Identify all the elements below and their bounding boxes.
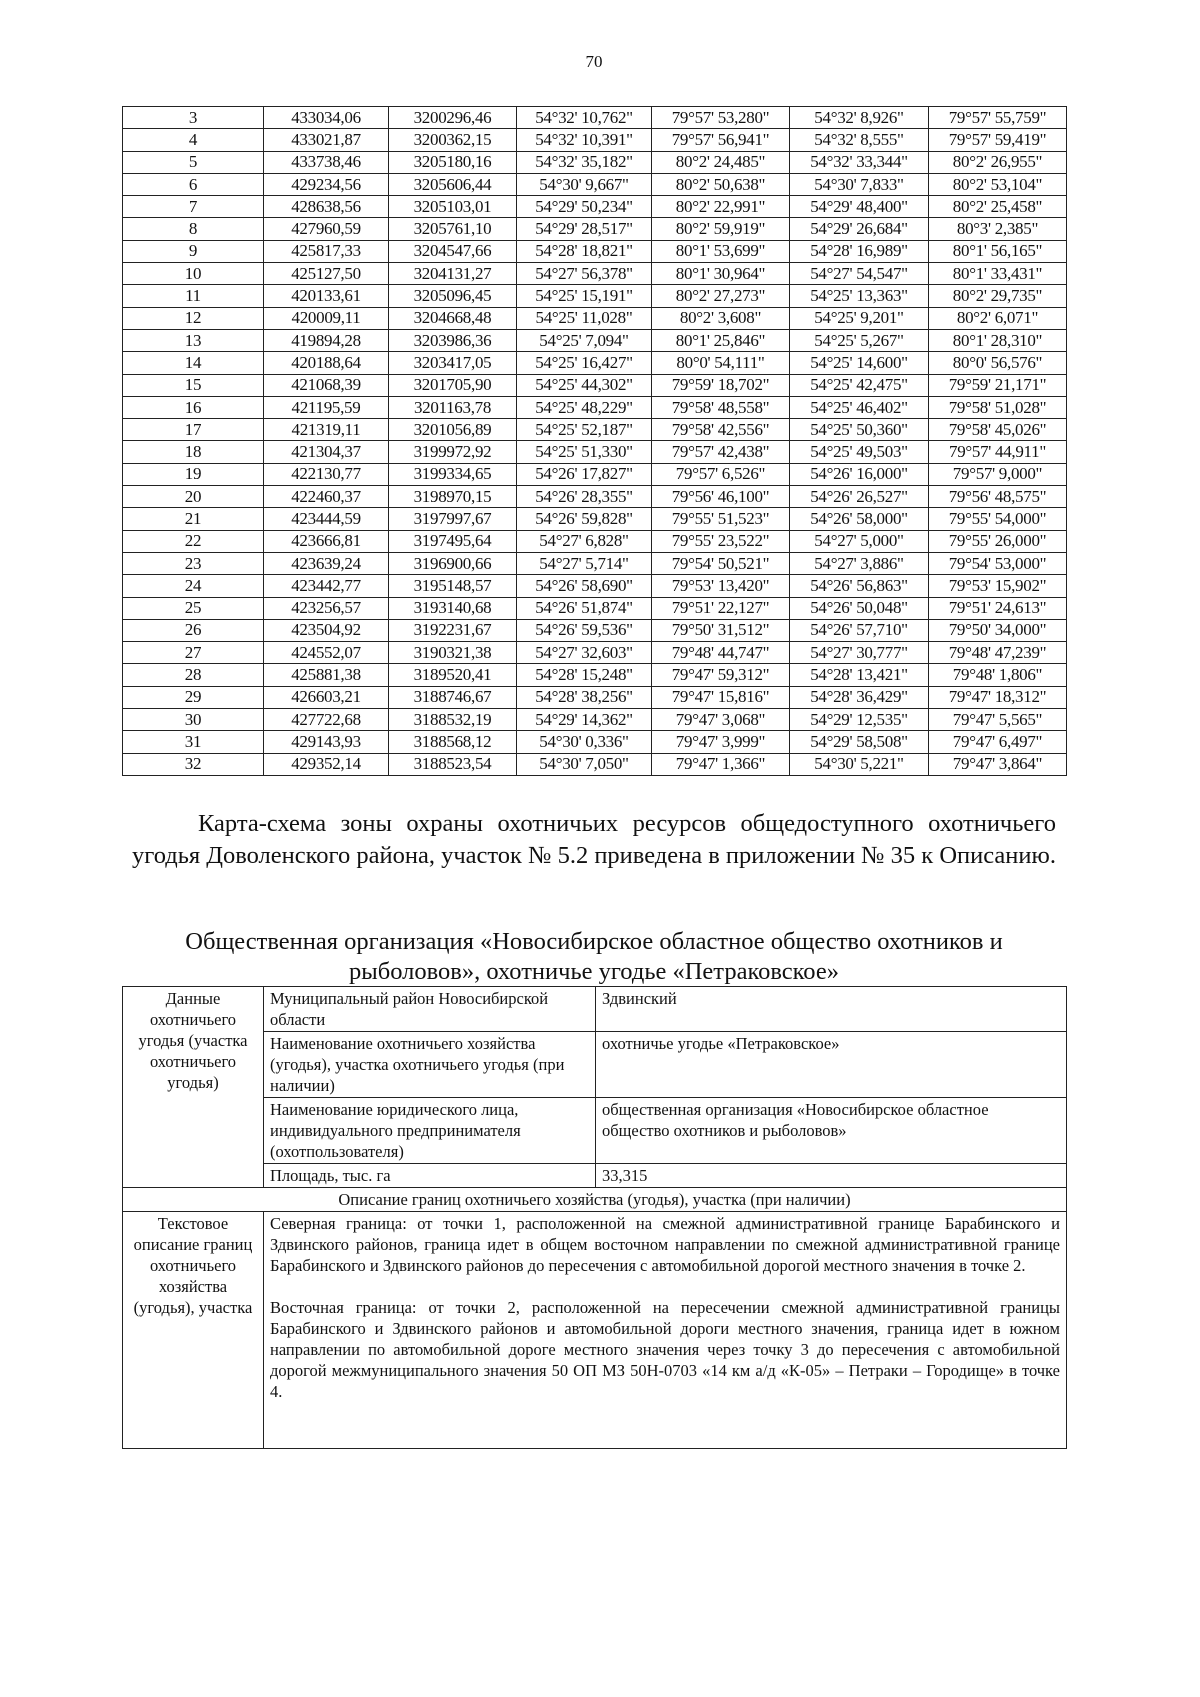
table-cell: 3196900,66 <box>389 552 517 574</box>
table-row <box>123 575 1067 597</box>
row-label: Наименование юридического лица, индивидуального предпринимателя (охотпользователя) <box>264 1098 596 1164</box>
table-cell: 79°51' 24,613" <box>929 597 1067 619</box>
table-cell: 79°58' 51,028" <box>929 396 1067 418</box>
table-cell: 13 <box>123 329 264 351</box>
table-cell: 54°26' 51,874" <box>517 597 652 619</box>
table-cell: 54°26' 17,827" <box>517 463 652 485</box>
table-cell: 54°25' 49,503" <box>790 441 929 463</box>
table-cell: 54°29' 12,535" <box>790 709 929 731</box>
coordinates-table <box>122 106 1067 776</box>
table-row <box>123 508 1067 530</box>
table-cell: 54°25' 52,187" <box>517 419 652 441</box>
table-cell: 79°48' 44,747" <box>652 642 790 664</box>
table-cell: 3200296,46 <box>389 107 517 129</box>
table-cell: 3188746,67 <box>389 686 517 708</box>
table-cell: 80°0' 54,111" <box>652 352 790 374</box>
table-cell: 3205606,44 <box>389 173 517 195</box>
table-cell: 423444,59 <box>264 508 389 530</box>
table-row <box>123 218 1067 240</box>
table-cell: 79°55' 26,000" <box>929 530 1067 552</box>
table-cell: 54°26' 57,710" <box>790 619 929 641</box>
table-row <box>123 151 1067 173</box>
table-cell: 54°28' 16,989" <box>790 240 929 262</box>
table-cell: 54°25' 11,028" <box>517 307 652 329</box>
text-description-label: Текстовое описание границ охотничьего хозяйства (угодья), участка <box>123 1212 264 1449</box>
table-cell: 22 <box>123 530 264 552</box>
table-cell: 422460,37 <box>264 486 389 508</box>
table-cell: 80°2' 27,273" <box>652 285 790 307</box>
table-cell: 79°53' 15,902" <box>929 575 1067 597</box>
boundaries-header: Описание границ охотничьего хозяйства (угодья), участка (при наличии) <box>123 1188 1067 1212</box>
table-cell: 421304,37 <box>264 441 389 463</box>
table-cell: 54°26' 59,828" <box>517 508 652 530</box>
table-cell: 54°29' 48,400" <box>790 196 929 218</box>
table-cell: 54°27' 54,547" <box>790 263 929 285</box>
table-cell: 15 <box>123 374 264 396</box>
table-cell: 3188523,54 <box>389 753 517 775</box>
table-cell: 54°30' 9,667" <box>517 173 652 195</box>
table-cell: 425881,38 <box>264 664 389 686</box>
table-cell: 79°56' 48,575" <box>929 486 1067 508</box>
table-cell: 54°26' 26,527" <box>790 486 929 508</box>
table-cell: 54°30' 0,336" <box>517 731 652 753</box>
table-cell: 3200362,15 <box>389 129 517 151</box>
table-cell: 79°57' 44,911" <box>929 441 1067 463</box>
table-cell: 423442,77 <box>264 575 389 597</box>
table-cell: 79°47' 59,312" <box>652 664 790 686</box>
table-cell: 80°2' 3,608" <box>652 307 790 329</box>
table-cell: 54°28' 15,248" <box>517 664 652 686</box>
table-cell: 80°3' 2,385" <box>929 218 1067 240</box>
table-cell: 54°26' 58,000" <box>790 508 929 530</box>
section-heading: Общественная организация «Новосибирское областное общество охотников и рыболовов», охотничье угодье «Петраковское» <box>185 928 1003 985</box>
table-row <box>123 731 1067 753</box>
table-cell: 31 <box>123 731 264 753</box>
table-cell: 54°25' 42,475" <box>790 374 929 396</box>
table-row <box>123 1164 1067 1188</box>
row-value: 33,315 <box>596 1164 1067 1188</box>
table-cell: 8 <box>123 218 264 240</box>
table-cell: 54°29' 14,362" <box>517 709 652 731</box>
table-row <box>123 129 1067 151</box>
table-cell: 79°59' 18,702" <box>652 374 790 396</box>
table-cell: 54°28' 18,821" <box>517 240 652 262</box>
table-cell: 80°2' 26,955" <box>929 151 1067 173</box>
table-cell: 80°1' 33,431" <box>929 263 1067 285</box>
row-label: Площадь, тыс. га <box>264 1164 596 1188</box>
table-cell: 54°25' 46,402" <box>790 396 929 418</box>
table-cell: 3201705,90 <box>389 374 517 396</box>
hunting-ground-info-table <box>122 986 1067 1449</box>
table-cell: 80°1' 25,846" <box>652 329 790 351</box>
table-row <box>123 664 1067 686</box>
table-cell: 54°29' 28,517" <box>517 218 652 240</box>
north-boundary-text: Северная граница: от точки 1, расположенной на смежной административной границе Барабинского и Здвинского районов, граница идет в общем восточном направлении по смежной административной границе Барабинского и Здвинского районов до пересечения с автомобильной дорогой местного значения в точке 2. <box>270 1214 1060 1275</box>
table-cell: 3204668,48 <box>389 307 517 329</box>
table-cell: 79°47' 6,497" <box>929 731 1067 753</box>
table-row <box>123 374 1067 396</box>
table-cell: 80°2' 53,104" <box>929 173 1067 195</box>
table-cell: 433021,87 <box>264 129 389 151</box>
table-cell: 54°26' 58,690" <box>517 575 652 597</box>
table-cell: 80°0' 56,576" <box>929 352 1067 374</box>
table-cell: 424552,07 <box>264 642 389 664</box>
table-cell: 421195,59 <box>264 396 389 418</box>
table-cell: 11 <box>123 285 264 307</box>
table-cell: 79°55' 23,522" <box>652 530 790 552</box>
table-cell: 3190321,38 <box>389 642 517 664</box>
row-label: Муниципальный район Новосибирской области <box>264 987 596 1032</box>
table-cell: 23 <box>123 552 264 574</box>
table-cell: 3205761,10 <box>389 218 517 240</box>
table-cell: 79°53' 13,420" <box>652 575 790 597</box>
table-cell: 54°32' 10,762" <box>517 107 652 129</box>
table-cell: 80°1' 53,699" <box>652 240 790 262</box>
table-row <box>123 196 1067 218</box>
table-row <box>123 619 1067 641</box>
table-cell: 79°51' 22,127" <box>652 597 790 619</box>
table-cell: 4 <box>123 129 264 151</box>
table-cell: 24 <box>123 575 264 597</box>
table-cell: 79°47' 5,565" <box>929 709 1067 731</box>
table-row <box>123 597 1067 619</box>
table-cell: 54°26' 56,863" <box>790 575 929 597</box>
table-cell: 3193140,68 <box>389 597 517 619</box>
table-cell: 422130,77 <box>264 463 389 485</box>
table-cell: 79°47' 18,312" <box>929 686 1067 708</box>
table-row <box>123 107 1067 129</box>
table-cell: 428638,56 <box>264 196 389 218</box>
table-cell: 29 <box>123 686 264 708</box>
table-cell: 79°57' 53,280" <box>652 107 790 129</box>
table-cell: 420188,64 <box>264 352 389 374</box>
table-cell: 80°2' 6,071" <box>929 307 1067 329</box>
table-cell: 54°25' 15,191" <box>517 285 652 307</box>
table-cell: 30 <box>123 709 264 731</box>
table-cell: 79°57' 6,526" <box>652 463 790 485</box>
table-row <box>123 530 1067 552</box>
table-row <box>123 307 1067 329</box>
table-cell: 79°54' 50,521" <box>652 552 790 574</box>
row-value: Здвинский <box>596 987 1067 1032</box>
table-cell: 421319,11 <box>264 419 389 441</box>
table-cell: 21 <box>123 508 264 530</box>
table-cell: 54°27' 5,714" <box>517 552 652 574</box>
table-cell: 20 <box>123 486 264 508</box>
table-cell: 3197997,67 <box>389 508 517 530</box>
table-cell: 79°54' 53,000" <box>929 552 1067 574</box>
table-cell: 18 <box>123 441 264 463</box>
table-row <box>123 753 1067 775</box>
table-cell: 54°25' 14,600" <box>790 352 929 374</box>
table-row <box>123 463 1067 485</box>
table-cell: 54°27' 30,777" <box>790 642 929 664</box>
table-cell: 79°48' 47,239" <box>929 642 1067 664</box>
table-row <box>123 642 1067 664</box>
table-cell: 426603,21 <box>264 686 389 708</box>
table-cell: 54°28' 13,421" <box>790 664 929 686</box>
table-row <box>123 396 1067 418</box>
table-cell: 79°47' 3,864" <box>929 753 1067 775</box>
table-row <box>123 552 1067 574</box>
table-cell: 3204131,27 <box>389 263 517 285</box>
table-cell: 54°32' 10,391" <box>517 129 652 151</box>
table-cell: 80°2' 22,991" <box>652 196 790 218</box>
table-cell: 54°25' 9,201" <box>790 307 929 329</box>
table-cell: 54°27' 6,828" <box>517 530 652 552</box>
table-cell: 3205096,45 <box>389 285 517 307</box>
table-cell: 14 <box>123 352 264 374</box>
table-cell: 433034,06 <box>264 107 389 129</box>
table-cell: 425817,33 <box>264 240 389 262</box>
table-cell: 3203417,05 <box>389 352 517 374</box>
table-row <box>123 686 1067 708</box>
table-cell: 32 <box>123 753 264 775</box>
table-cell: 54°25' 48,229" <box>517 396 652 418</box>
map-reference-paragraph: Карта-схема зоны охраны охотничьих ресурсов общедоступного охотничьего угодья Доволенского района, участок № 5.2 приведена в приложении № 35 к Описанию. <box>132 810 1056 869</box>
table-cell: 3204547,66 <box>389 240 517 262</box>
table-cell: 419894,28 <box>264 329 389 351</box>
row-value: охотничье угодье «Петраковское» <box>596 1032 1067 1098</box>
table-cell: 54°32' 8,555" <box>790 129 929 151</box>
table-cell: 54°32' 8,926" <box>790 107 929 129</box>
table-row <box>123 486 1067 508</box>
table-cell: 54°26' 59,536" <box>517 619 652 641</box>
table-cell: 54°26' 16,000" <box>790 463 929 485</box>
table-cell: 420009,11 <box>264 307 389 329</box>
table-cell: 80°2' 50,638" <box>652 173 790 195</box>
table-cell: 80°1' 56,165" <box>929 240 1067 262</box>
table-cell: 79°47' 15,816" <box>652 686 790 708</box>
table-cell: 429234,56 <box>264 173 389 195</box>
table-cell: 79°57' 55,759" <box>929 107 1067 129</box>
table-cell: 3199334,65 <box>389 463 517 485</box>
table-cell: 54°25' 50,360" <box>790 419 929 441</box>
table-cell: 79°47' 3,068" <box>652 709 790 731</box>
table-cell: 12 <box>123 307 264 329</box>
table-cell: 16 <box>123 396 264 418</box>
table-cell: 54°30' 7,050" <box>517 753 652 775</box>
table-row <box>123 441 1067 463</box>
table-cell: 3199972,92 <box>389 441 517 463</box>
row-label: Наименование охотничьего хозяйства (угодья), участка охотничьего угодья (при наличии) <box>264 1032 596 1098</box>
table-row <box>123 987 1067 1032</box>
table-row <box>123 240 1067 262</box>
table-cell: 3197495,64 <box>389 530 517 552</box>
table-cell: 54°25' 16,427" <box>517 352 652 374</box>
table-cell: 27 <box>123 642 264 664</box>
table-row <box>123 1188 1067 1212</box>
table-cell: 80°1' 28,310" <box>929 329 1067 351</box>
table-cell: 54°25' 7,094" <box>517 329 652 351</box>
table-cell: 3205180,16 <box>389 151 517 173</box>
table-cell: 79°57' 42,438" <box>652 441 790 463</box>
table-cell: 433738,46 <box>264 151 389 173</box>
table-cell: 423639,24 <box>264 552 389 574</box>
table-cell: 80°2' 24,485" <box>652 151 790 173</box>
table-cell: 54°25' 5,267" <box>790 329 929 351</box>
table-cell: 54°29' 50,234" <box>517 196 652 218</box>
table-cell: 423666,81 <box>264 530 389 552</box>
table-cell: 5 <box>123 151 264 173</box>
table-cell: 79°58' 45,026" <box>929 419 1067 441</box>
table-cell: 10 <box>123 263 264 285</box>
table-cell: 54°27' 32,603" <box>517 642 652 664</box>
table-cell: 79°59' 21,171" <box>929 374 1067 396</box>
table-cell: 3 <box>123 107 264 129</box>
table-cell: 6 <box>123 173 264 195</box>
table-cell: 19 <box>123 463 264 485</box>
table-cell: 3203986,36 <box>389 329 517 351</box>
table-cell: 54°25' 13,363" <box>790 285 929 307</box>
table-cell: 79°50' 34,000" <box>929 619 1067 641</box>
table-row <box>123 352 1067 374</box>
table-cell: 54°28' 38,256" <box>517 686 652 708</box>
table-cell: 79°50' 31,512" <box>652 619 790 641</box>
table-row <box>123 285 1067 307</box>
table-cell: 427960,59 <box>264 218 389 240</box>
table-cell: 3195148,57 <box>389 575 517 597</box>
table-cell: 79°47' 3,999" <box>652 731 790 753</box>
table-cell: 79°55' 54,000" <box>929 508 1067 530</box>
table-cell: 3189520,41 <box>389 664 517 686</box>
table-cell: 54°32' 35,182" <box>517 151 652 173</box>
table-cell: 25 <box>123 597 264 619</box>
table-cell: 28 <box>123 664 264 686</box>
table-row <box>123 1032 1067 1098</box>
table-cell: 3192231,67 <box>389 619 517 641</box>
table-row <box>123 709 1067 731</box>
table-cell: 54°27' 5,000" <box>790 530 929 552</box>
table-cell: 79°47' 1,366" <box>652 753 790 775</box>
table-cell: 3205103,01 <box>389 196 517 218</box>
table-row <box>123 1098 1067 1164</box>
table-cell: 9 <box>123 240 264 262</box>
table-cell: 423256,57 <box>264 597 389 619</box>
table-row <box>123 263 1067 285</box>
table-row <box>123 1212 1067 1449</box>
table-cell: 54°30' 7,833" <box>790 173 929 195</box>
table-cell: 3188568,12 <box>389 731 517 753</box>
table-cell: 17 <box>123 419 264 441</box>
table-cell: 3198970,15 <box>389 486 517 508</box>
table-cell: 79°48' 1,806" <box>929 664 1067 686</box>
table-cell: 54°25' 51,330" <box>517 441 652 463</box>
table-cell: 80°2' 29,735" <box>929 285 1067 307</box>
table-cell: 54°29' 58,508" <box>790 731 929 753</box>
table-cell: 54°28' 36,429" <box>790 686 929 708</box>
table-cell: 79°56' 46,100" <box>652 486 790 508</box>
table-cell: 54°27' 56,378" <box>517 263 652 285</box>
table-cell: 429352,14 <box>264 753 389 775</box>
table-row <box>123 329 1067 351</box>
table-cell: 425127,50 <box>264 263 389 285</box>
table-cell: 54°32' 33,344" <box>790 151 929 173</box>
table-cell: 79°57' 59,419" <box>929 129 1067 151</box>
row-value: общественная организация «Новосибирское областное общество охотников и рыболовов» <box>596 1098 1067 1164</box>
table-cell: 423504,92 <box>264 619 389 641</box>
table-cell: 79°57' 56,941" <box>652 129 790 151</box>
table-cell: 54°27' 3,886" <box>790 552 929 574</box>
table-cell: 80°2' 59,919" <box>652 218 790 240</box>
table-cell: 7 <box>123 196 264 218</box>
table-cell: 79°58' 48,558" <box>652 396 790 418</box>
table-cell: 54°26' 28,355" <box>517 486 652 508</box>
table-cell: 80°2' 25,458" <box>929 196 1067 218</box>
east-boundary-text: Восточная граница: от точки 2, расположенной на пересечении смежной административной границы Барабинского и Здвинского районов и автомобильной дороги местного значения, граница идет в южном направлении по автомобильной дороге местного значения через точку 3 до пересечения с автомобильной дорогой межмуниципального значения 50 ОП МЗ 50Н-0703 «14 км а/д «К-05» – Петраки – Городище» в точке 4. <box>270 1298 1060 1401</box>
table-cell: 26 <box>123 619 264 641</box>
table-cell: 429143,93 <box>264 731 389 753</box>
group-label: Данные охотничьего угодья (участка охотничьего угодья) <box>123 987 264 1188</box>
table-cell: 54°26' 50,048" <box>790 597 929 619</box>
table-cell: 3201163,78 <box>389 396 517 418</box>
table-cell: 54°29' 26,684" <box>790 218 929 240</box>
table-row <box>123 419 1067 441</box>
table-cell: 79°58' 42,556" <box>652 419 790 441</box>
table-cell: 3188532,19 <box>389 709 517 731</box>
table-row <box>123 173 1067 195</box>
page-number: 70 <box>585 52 603 71</box>
table-cell: 427722,68 <box>264 709 389 731</box>
table-cell: 80°1' 30,964" <box>652 263 790 285</box>
table-cell: 79°55' 51,523" <box>652 508 790 530</box>
table-cell: 79°57' 9,000" <box>929 463 1067 485</box>
table-cell: 420133,61 <box>264 285 389 307</box>
table-cell: 54°25' 44,302" <box>517 374 652 396</box>
table-cell: 421068,39 <box>264 374 389 396</box>
table-cell: 3201056,89 <box>389 419 517 441</box>
boundary-description <box>264 1212 1067 1449</box>
table-cell: 54°30' 5,221" <box>790 753 929 775</box>
